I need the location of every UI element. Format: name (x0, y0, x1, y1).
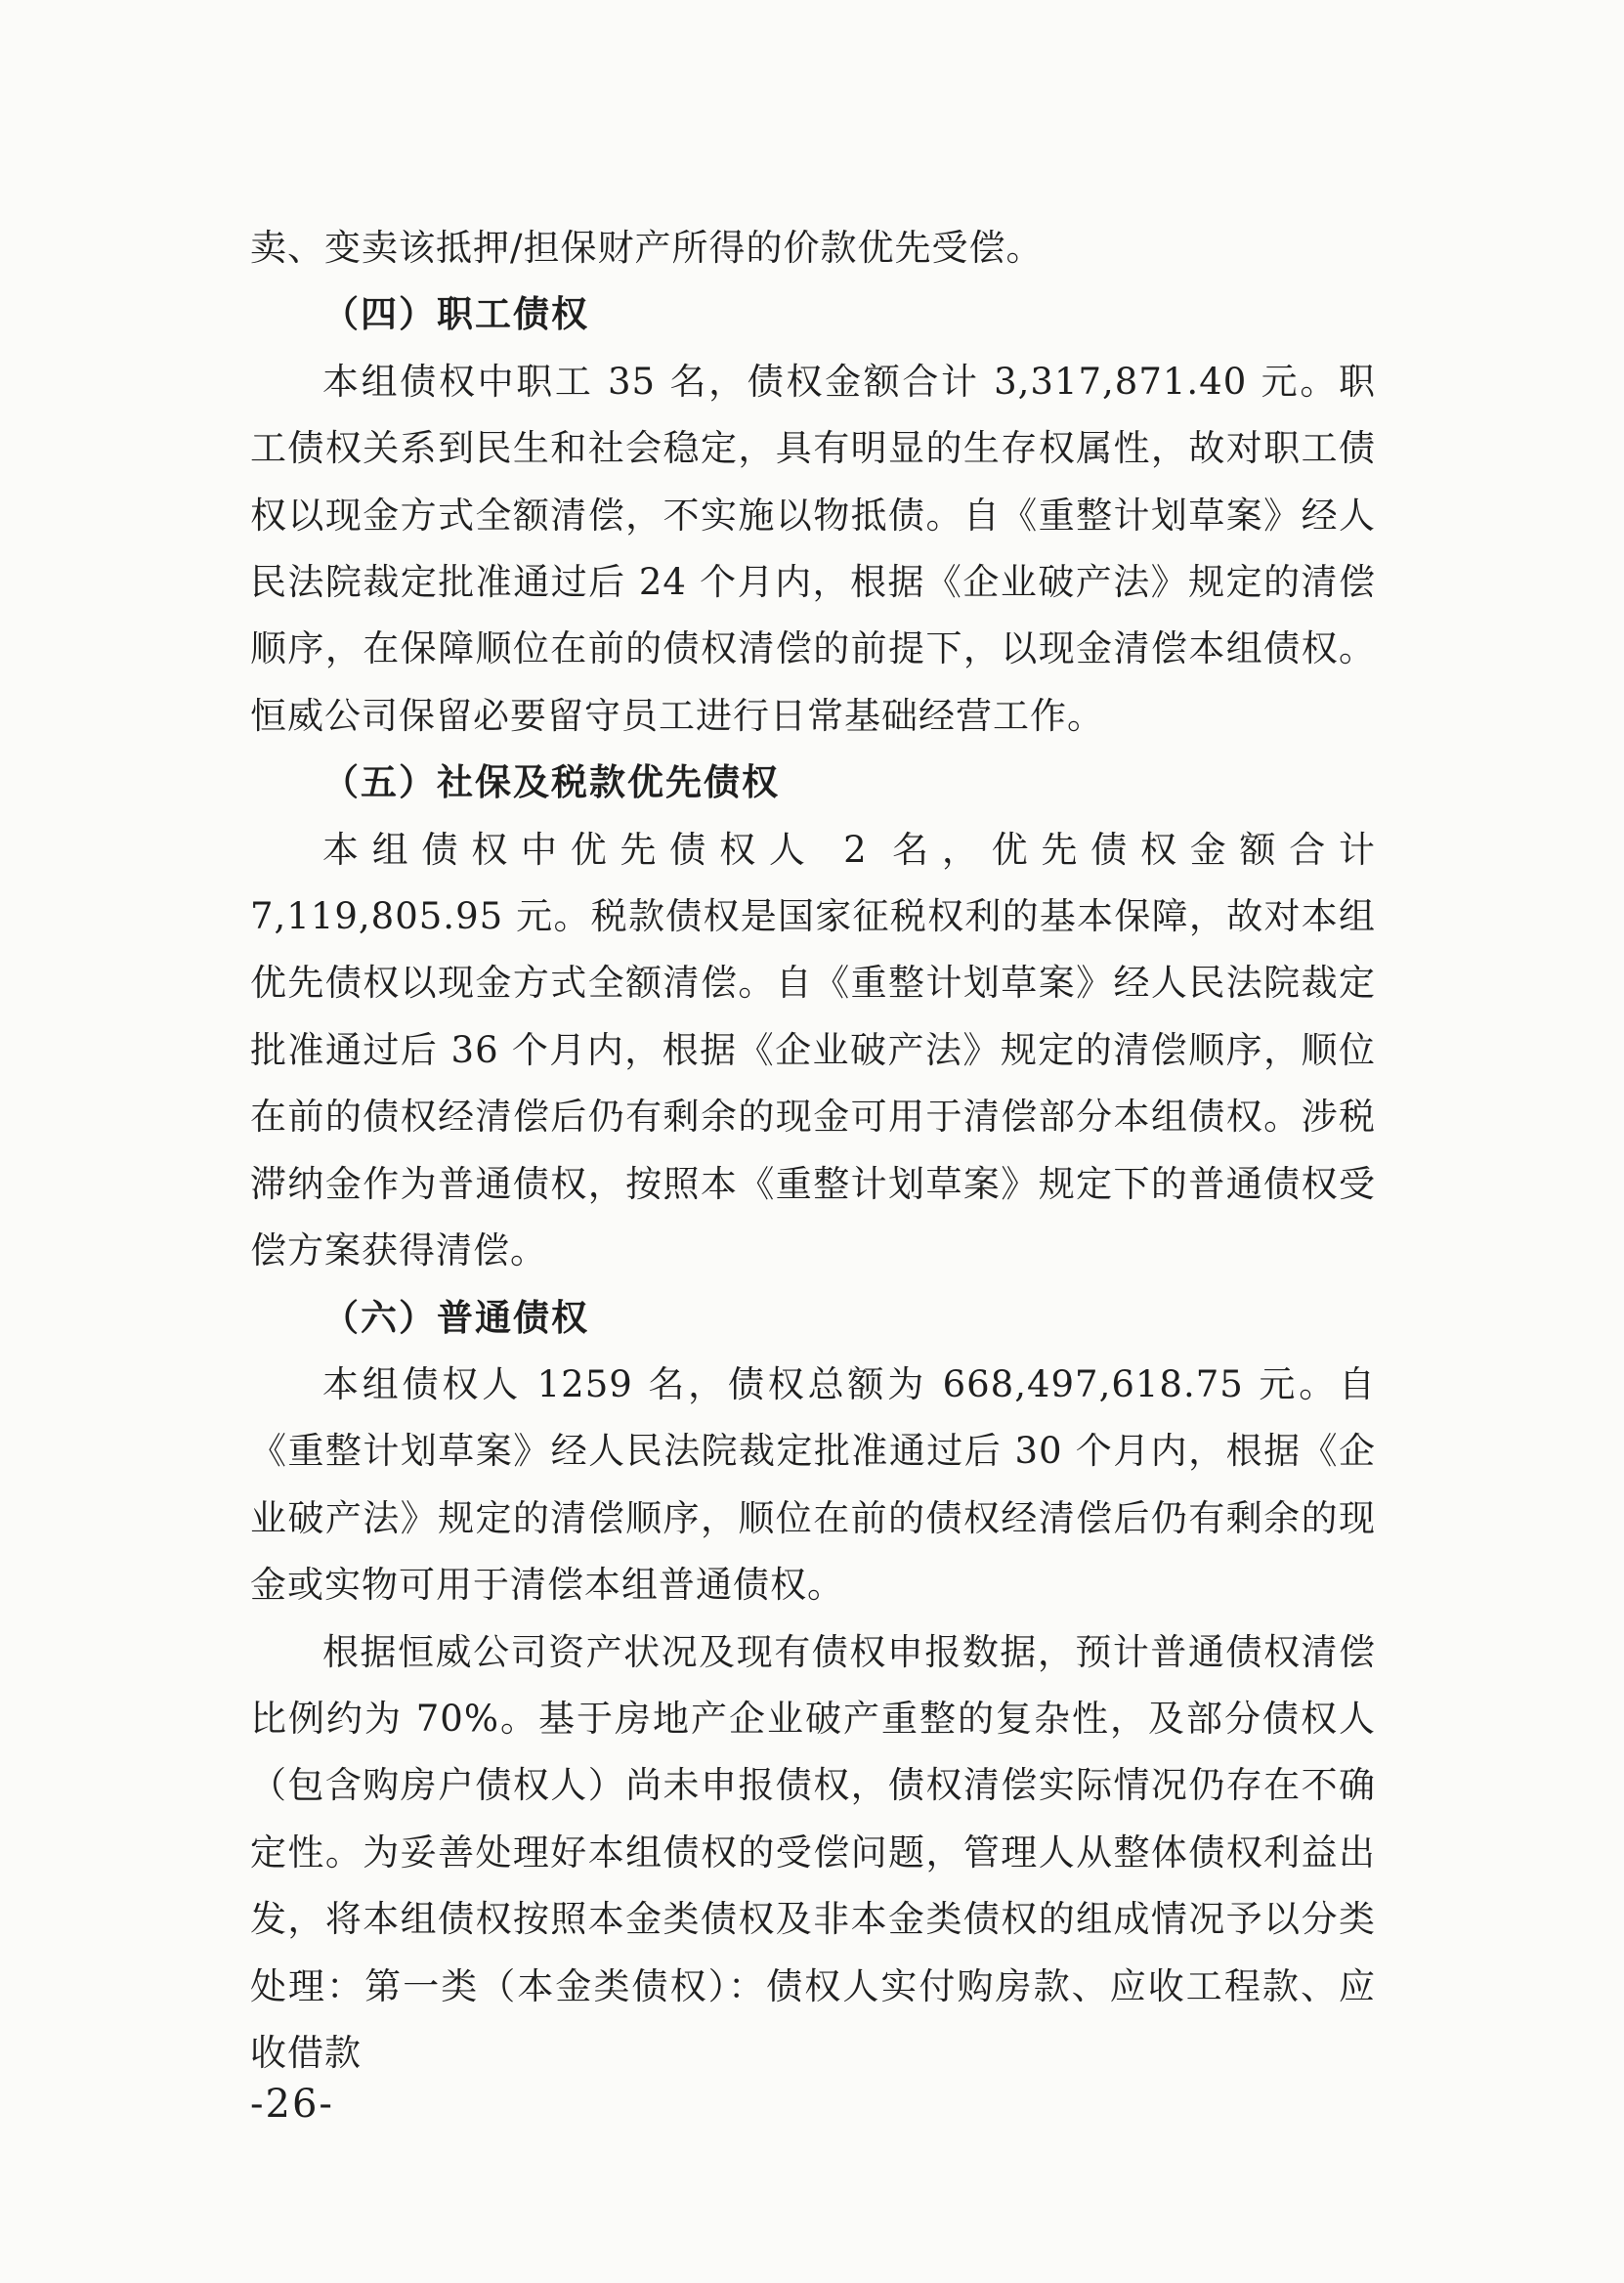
section-heading-ordinary-claims: （六）普通债权 (322, 1296, 589, 1339)
paragraph-social-security-tax-claims: 本组债权中优先债权人 2 名，优先债权金额合计 7,119,805.95 元。税款债权是国家征税权利的基本保障，故对本组优先债权以现金方式全额清偿。自《重整计划草案》经人民法院裁定批准通过后 36 个月内，根据《企业破产法》规定的清偿顺序，顺位在前的债权经清偿后仍有剩余的现金可用于清偿部分本组债权。涉税滞纳金作为普通债权，按照本《重整计划草案》规定下的普通债权受偿方案获得清偿。 (250, 828, 1376, 1272)
paragraph-continuation: 卖、变卖该抵押/担保财产所得的价款优先受偿。 (250, 227, 1044, 269)
document-body (250, 215, 1376, 2087)
paragraph-employee-claims: 本组债权中职工 35 名，债权金额合计 3,317,871.40 元。职工债权关系到民生和社会稳定，具有明显的生存权属性，故对职工债权以现金方式全额清偿，不实施以物抵债。自《重整计划草案》经人民法院裁定批准通过后 24 个月内，根据《企业破产法》规定的清偿顺序，在保障顺位在前的债权清偿的前提下，以现金清偿本组债权。恒威公司保留必要留守员工进行日常基础经营工作。 (250, 360, 1376, 737)
section-heading-social-security-tax-claims: （五）社保及税款优先债权 (322, 761, 780, 804)
paragraph-ordinary-claims-classification: 根据恒威公司资产状况及现有债权申报数据，预计普通债权清偿比例约为 70%。基于房地产企业破产重整的复杂性，及部分债权人（包含购房户债权人）尚未申报债权，债权清偿实际情况仍存在不确定性。为妥善处理好本组债权的受偿问题，管理人从整体债权利益出发，将本组债权按照本金类债权及非本金类债权的组成情况予以分类处理：第一类（本金类债权）：债权人实付购房款、应收工程款、应收借款 (250, 1630, 1376, 2074)
section-heading-employee-claims: （四）职工债权 (322, 293, 589, 336)
page-number: -26- (250, 2082, 334, 2127)
paragraph-ordinary-claims: 本组债权人 1259 名，债权总额为 668,497,618.75 元。自《重整计划草案》经人民法院裁定批准通过后 30 个月内，根据《企业破产法》规定的清偿顺序，顺位在前的债权经清偿后仍有剩余的现金或实物可用于清偿本组普通债权。 (250, 1362, 1376, 1607)
